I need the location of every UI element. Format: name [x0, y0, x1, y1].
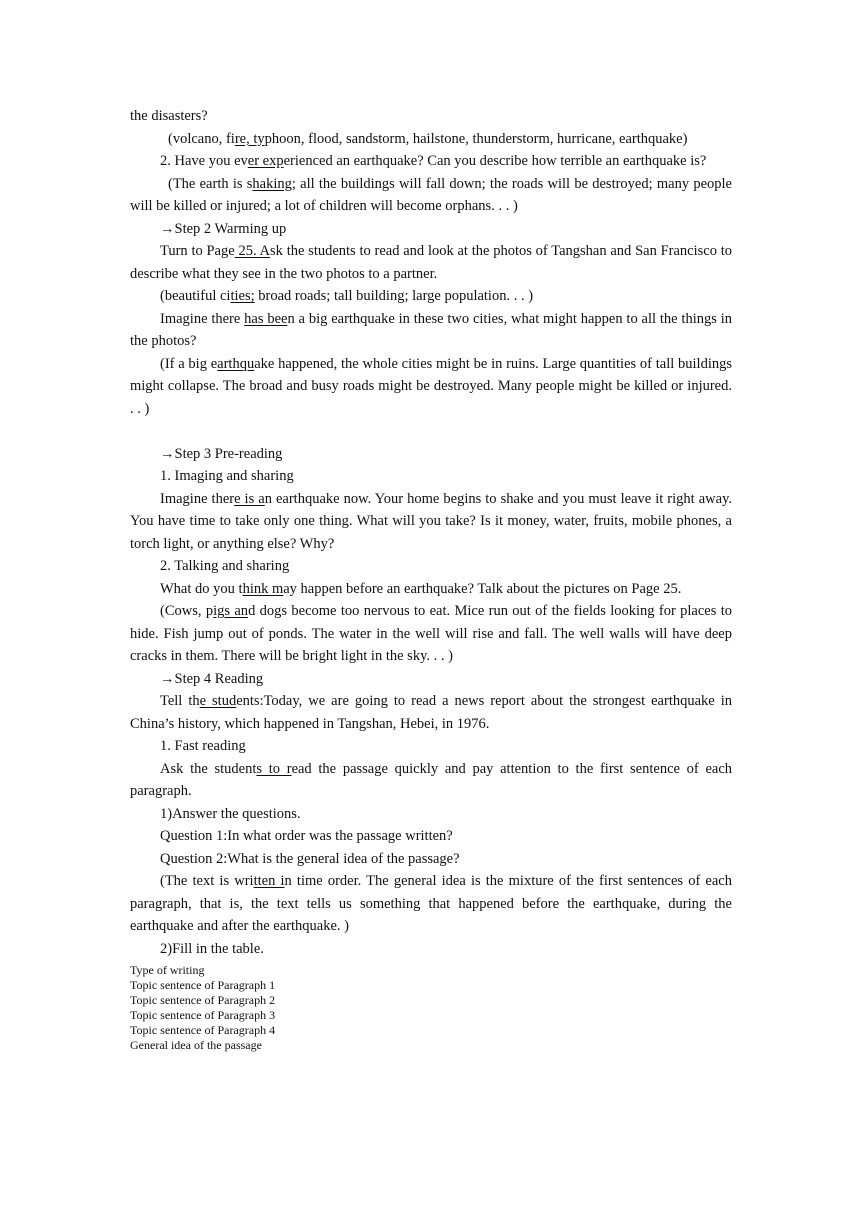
- paragraph: (beautiful cities; broad roads; tall building; large population. . . ): [160, 288, 534, 304]
- paragraph: Imagine there has been a big earthquake in these two cities, what might happen to all the things in the photos?: [130, 310, 733, 349]
- paragraph: (The earth is shaking; all the buildings will fall down; the roads will be destroyed; many people will be killed or injured; a lot of children will become orphans. . . ): [130, 175, 732, 214]
- question: Question 2:What is the general idea of the passage?: [160, 850, 460, 867]
- table-row: Topic sentence of Paragraph 1: [130, 978, 276, 992]
- subheading: 2)Fill in the table.: [160, 940, 264, 957]
- subheading: 1)Answer the questions.: [160, 805, 301, 822]
- paragraph: Ask the students to read the passage quickly and pay attention to the first sentence of each paragraph.: [130, 760, 733, 799]
- paragraph: What do you think may happen before an earthquake? Talk about the pictures on Page 25.: [160, 580, 682, 597]
- table-row: Type of writing: [130, 963, 205, 977]
- subheading: 1. Imaging and sharing: [160, 468, 294, 484]
- paragraph: (If a big earthquake happened, the whole cities might be in ruins. Large quantities of tall buildings might collapse. The broad and busy roads might be destroyed. Many people might be killed or injured. . . ): [130, 355, 732, 417]
- spacer: [130, 420, 732, 443]
- paragraph: Tell the students:Today, we are going to read a news report about the strongest earthquake in China’s history, which happened in Tangshan, Hebei, in 1976.: [130, 693, 732, 732]
- paragraph: Imagine there is an earthquake now. Your home begins to shake and you must leave it right away. You have time to take only one thing. What will you take? Is it money, water, fruits, mobile phones, a torch light, or anything else? Why?: [130, 490, 732, 552]
- paragraph: the disasters?: [130, 108, 208, 124]
- paragraph: Turn to Page 25. Ask the students to read and look at the photos of Tangshan and San Francisco to describe what they see in the two photos to a partner.: [130, 243, 733, 282]
- paragraph: 2. Have you ever experienced an earthquake? Can you describe how terrible an earthquake is?: [160, 153, 707, 169]
- step-heading: →Step 2 Warming up: [160, 220, 287, 237]
- table-row: Topic sentence of Paragraph 4: [130, 1023, 276, 1037]
- table-row: Topic sentence of Paragraph 2: [130, 993, 276, 1007]
- subheading: 2. Talking and sharing: [160, 558, 290, 574]
- fill-in-table: [130, 963, 732, 1053]
- subheading: 1. Fast reading: [160, 738, 246, 754]
- step-heading: →Step 4 Reading: [160, 670, 264, 687]
- table-row: Topic sentence of Paragraph 3: [130, 1008, 276, 1022]
- step-heading: →Step 3 Pre-reading: [160, 445, 283, 462]
- paragraph: (Cows, pigs and dogs become too nervous to eat. Mice run out of the fields looking for places to hide. Fish jump out of ponds. The water in the well will rise and fall. The well walls will have deep cracks in them. There will be bright light in the sky. . . ): [130, 603, 732, 664]
- table-row: General idea of the passage: [130, 1038, 262, 1052]
- paragraph: (volcano, fire, typhoon, flood, sandstorm, hailstone, thunderstorm, hurricane, earthquake): [168, 130, 688, 147]
- paragraph: (The text is written in time order. The general idea is the mixture of the first sentences of each paragraph, that is, the text tells us something that happened before the earthquake, during the earthquake and after the earthquake. ): [130, 873, 732, 934]
- question: Question 1:In what order was the passage written?: [160, 828, 453, 844]
